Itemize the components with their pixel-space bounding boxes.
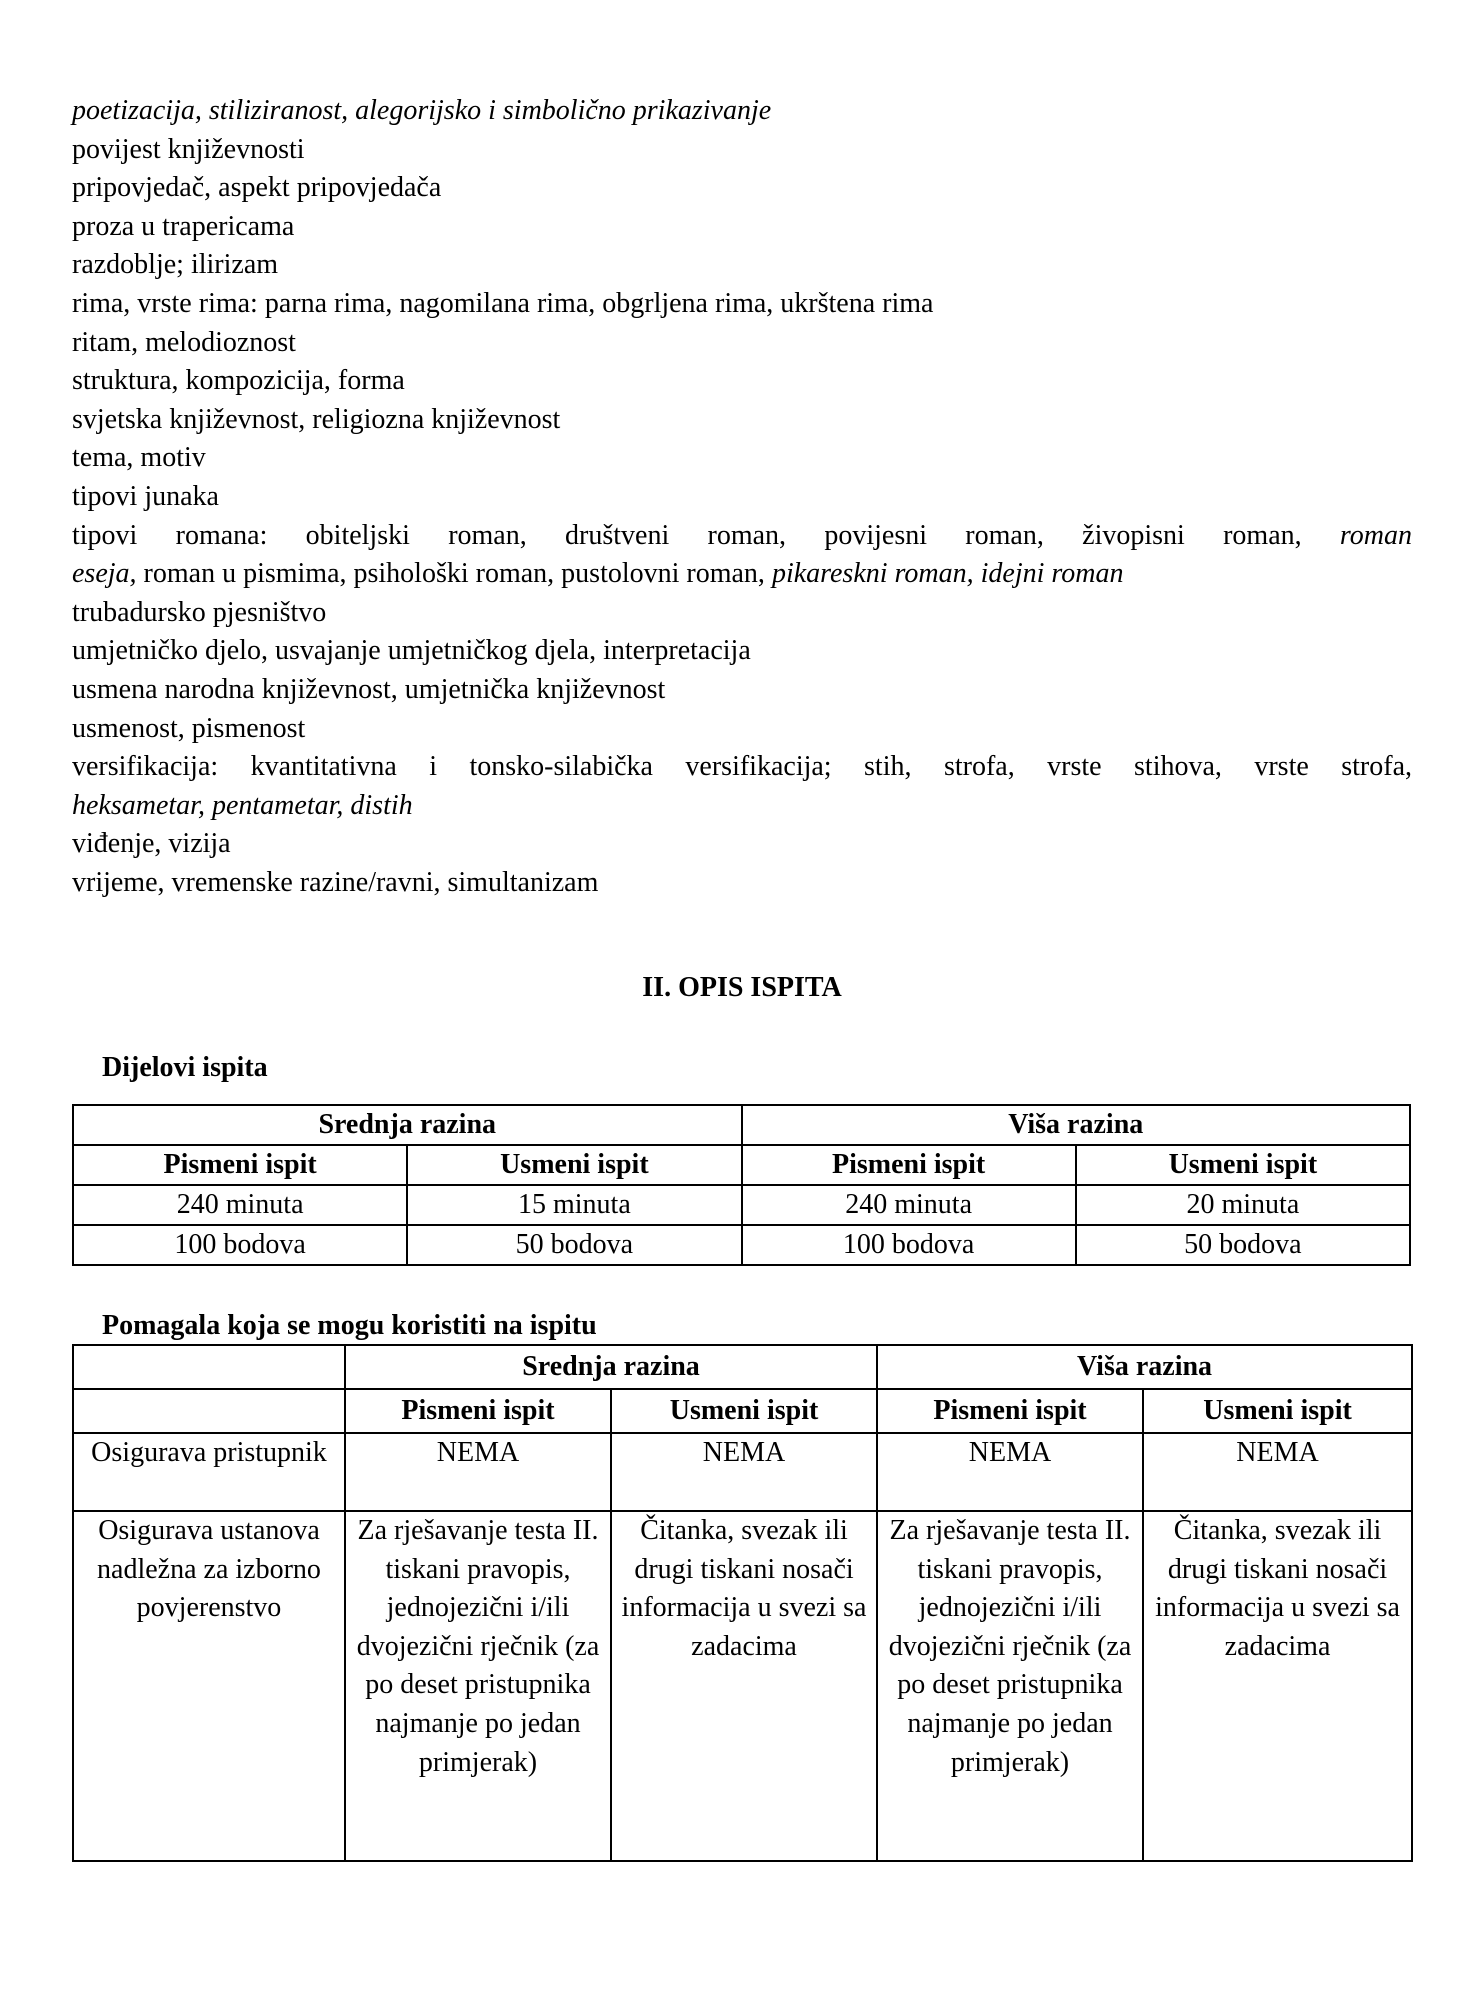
table-cell: NEMA	[1143, 1433, 1412, 1511]
table-cell: 50 bodova	[407, 1225, 741, 1265]
term-line	[72, 92, 1412, 131]
level-header: Viša razina	[742, 1105, 1411, 1145]
term-text: usmena narodna književnost, umjetnička književnost	[72, 673, 666, 705]
column-header: Usmeni ispit	[1076, 1145, 1410, 1185]
term-text: pripovjedač, aspekt pripovjedača	[72, 172, 442, 204]
section-title: II. OPIS ISPITA	[642, 972, 842, 1003]
column-header: Usmeni ispit	[407, 1145, 741, 1185]
term-text: vrijeme, vremenske razine/ravni, simultanizam	[72, 866, 599, 898]
term-text: eseja,	[72, 558, 137, 590]
term-text: roman u pismima, psihološki roman, pustolovni roman,	[136, 558, 772, 590]
column-header: Usmeni ispit	[611, 1389, 877, 1433]
term-text: tipovi junaka	[72, 480, 219, 512]
term-text: razdoblje; ilirizam	[72, 249, 279, 281]
term-text: tema, motiv	[72, 442, 206, 474]
term-text: povijest književnosti	[72, 133, 305, 165]
table-cell: NEMA	[877, 1433, 1143, 1511]
term-text: svjetska književnost, religiozna književnost	[72, 403, 561, 435]
exam-aids-table	[72, 1344, 1413, 1862]
term-line	[72, 401, 1412, 440]
aids-heading: Pomagala koja se mogu koristiti na ispitu	[102, 1310, 597, 1341]
table-cell: Za rješavanje testa II. tiskani pravopis, jednojezični i/ili dvojezični rječnik (za po deset pristupnika najmanje po jedan primjerak)	[877, 1511, 1143, 1861]
term-line	[72, 748, 1412, 787]
table-cell: 50 bodova	[1076, 1225, 1410, 1265]
row-label: Osigurava pristupnik	[73, 1433, 345, 1511]
column-header: Pismeni ispit	[877, 1389, 1143, 1433]
table-row	[73, 1511, 1412, 1861]
term-line	[72, 362, 1412, 401]
table-cell: Za rješavanje testa II. tiskani pravopis, jednojezični i/ili dvojezični rječnik (za po deset pristupnika najmanje po jedan primjerak)	[345, 1511, 611, 1861]
term-text: viđenje, vizija	[72, 828, 231, 860]
document-page	[72, 92, 1412, 1778]
terms-list	[72, 92, 1412, 902]
table-cell: Čitanka, svezak ili drugi tiskani nosači informacija u svezi sa zadacima	[1143, 1511, 1412, 1861]
column-header: Pismeni ispit	[742, 1145, 1076, 1185]
table-cell: 240 minuta	[73, 1185, 407, 1225]
term-line	[72, 169, 1412, 208]
table-cell: 20 minuta	[1076, 1185, 1410, 1225]
table-cell: 100 bodova	[742, 1225, 1076, 1265]
term-line	[72, 632, 1412, 671]
term-text: trubadursko pjesništvo	[72, 596, 327, 628]
row-label: Osigurava ustanova nadležna za izborno povjerenstvo	[73, 1511, 345, 1861]
exam-parts-table	[72, 1104, 1411, 1266]
table-row	[73, 1105, 1410, 1145]
table-cell: NEMA	[611, 1433, 877, 1511]
term-text: proza u trapericama	[72, 210, 295, 242]
table-row	[73, 1433, 1412, 1511]
term-line	[72, 324, 1412, 363]
table-row	[73, 1185, 1410, 1225]
empty-corner-cell	[73, 1345, 345, 1389]
level-header: Srednja razina	[73, 1105, 742, 1145]
column-header: Pismeni ispit	[345, 1389, 611, 1433]
column-header: Pismeni ispit	[73, 1145, 407, 1185]
table-cell: 100 bodova	[73, 1225, 407, 1265]
term-line	[72, 208, 1412, 247]
term-line	[72, 825, 1412, 864]
parts-heading: Dijelovi ispita	[102, 1052, 268, 1083]
term-text: versifikacija: kvantitativna i tonsko-silabička versifikacija; stih, strofa, vrste stihova, vrste strofa,	[72, 751, 1412, 783]
term-line	[72, 787, 1412, 826]
term-text: usmenost, pismenost	[72, 712, 306, 744]
term-text: umjetničko djelo, usvajanje umjetničkog djela, interpretacija	[72, 635, 751, 667]
term-text: struktura, kompozicija, forma	[72, 365, 405, 397]
term-line	[72, 439, 1412, 478]
table-row	[73, 1389, 1412, 1433]
empty-corner-cell	[73, 1389, 345, 1433]
term-line	[72, 131, 1412, 170]
term-line	[72, 285, 1412, 324]
term-text: rima, vrste rima: parna rima, nagomilana rima, obgrljena rima, ukrštena rima	[72, 287, 934, 319]
term-text: heksametar, pentametar, distih	[72, 789, 413, 821]
table-cell: 240 minuta	[742, 1185, 1076, 1225]
term-text: roman	[1339, 519, 1412, 551]
term-line	[72, 246, 1412, 285]
term-line	[72, 671, 1412, 710]
level-header: Srednja razina	[345, 1345, 877, 1389]
term-line	[72, 710, 1412, 749]
term-text: tipovi romana: obiteljski roman, društveni roman, povijesni roman, živopisni roman,	[72, 519, 1340, 551]
table-cell: 15 minuta	[407, 1185, 741, 1225]
table-row	[73, 1145, 1410, 1185]
table-cell: NEMA	[345, 1433, 611, 1511]
term-line	[72, 594, 1412, 633]
term-line	[72, 517, 1412, 556]
term-line	[72, 864, 1412, 903]
column-header: Usmeni ispit	[1143, 1389, 1412, 1433]
table-row	[73, 1345, 1412, 1389]
table-cell: Čitanka, svezak ili drugi tiskani nosači informacija u svezi sa zadacima	[611, 1511, 877, 1861]
term-text: ritam, melodioznost	[72, 326, 296, 358]
table-row	[73, 1225, 1410, 1265]
term-text: pikareskni roman, idejni roman	[771, 558, 1124, 590]
term-line	[72, 555, 1412, 594]
term-text: poetizacija, stiliziranost, alegorijsko i simbolično prikazivanje	[72, 95, 772, 126]
level-header: Viša razina	[877, 1345, 1412, 1389]
term-line	[72, 478, 1412, 517]
